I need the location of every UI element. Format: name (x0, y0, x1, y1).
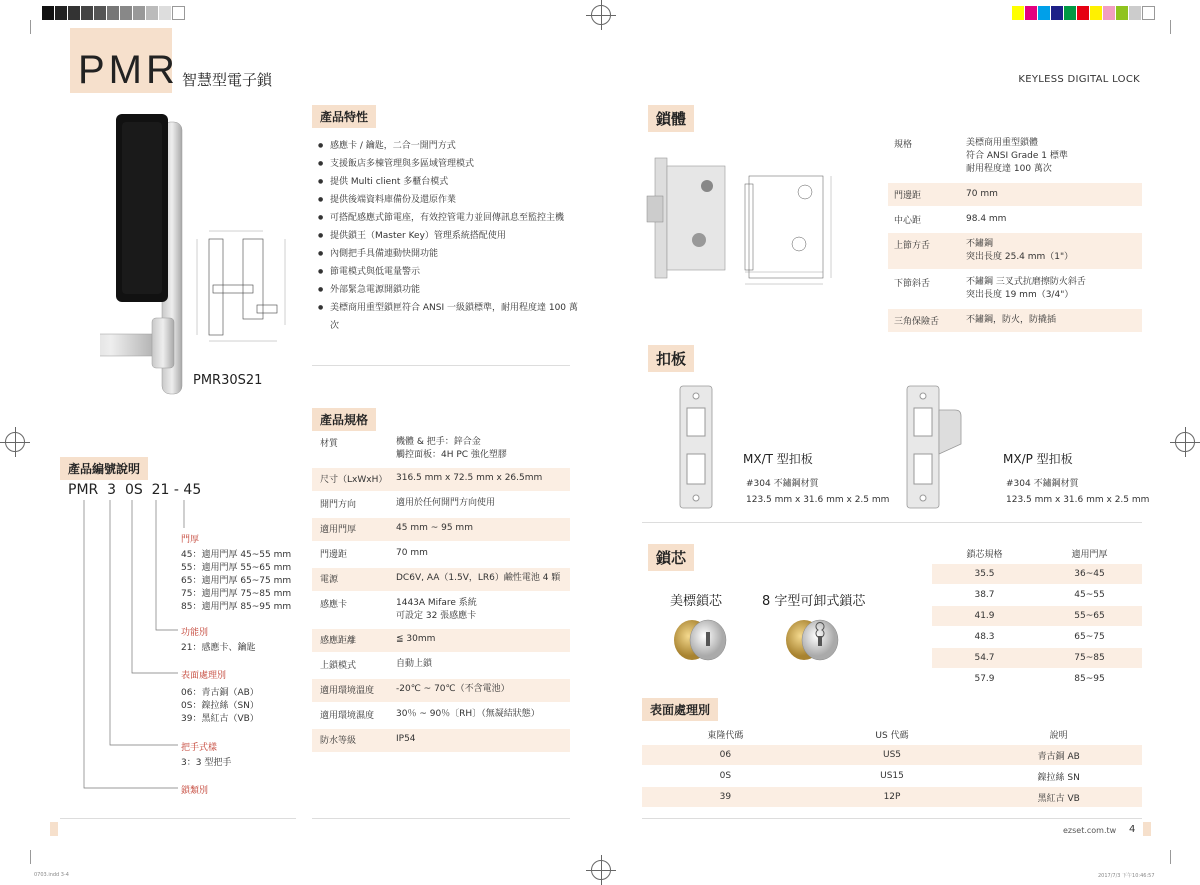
cell: 35.5 (974, 569, 995, 579)
column-header: 說明 (1049, 730, 1068, 741)
table-row (642, 787, 1142, 807)
lock-body-table (888, 132, 1142, 334)
spec-value: 316.5 mm x 72.5 mm x 26.5mm (396, 473, 543, 483)
page-tab (1143, 822, 1151, 836)
spec-row (312, 593, 570, 627)
column-header: US 代碼 (875, 730, 909, 741)
code-line: 39：黑紅古（VB） (181, 714, 259, 724)
spec-value: 機體 & 把手：鋅合金 觸控面板：4H PC 強化塑膠 (396, 437, 507, 460)
spec-value: ≦ 30mm (396, 634, 436, 644)
table-row (932, 669, 1142, 689)
code-line: 45：適用門厚 45~55 mm (181, 550, 292, 560)
spec-key: 尺寸（LxWxH） (320, 475, 388, 485)
spec-value: 70 mm (396, 548, 428, 558)
spec-value: DC6V, AA（1.5V，LR6）鹼性電池 4 顆 (396, 573, 561, 583)
strike-plate-name: MX/P 型扣板 (1003, 452, 1073, 466)
brand-subtitle: 智慧型電子鎖 (182, 71, 273, 89)
cell: 鎳拉絲 SN (1037, 772, 1080, 783)
crop-mark (1170, 20, 1171, 34)
spec-row (312, 493, 570, 516)
spec-key: 門邊距 (320, 550, 348, 560)
crop-mark (1170, 850, 1171, 864)
cell: US15 (880, 771, 904, 781)
lock-row (888, 233, 1142, 269)
spec-key: 材質 (320, 439, 339, 449)
features-title: 產品特性 (312, 105, 376, 128)
lock-key: 規格 (894, 140, 913, 150)
spec-value: 自動上鎖 (396, 659, 433, 669)
finish-title: 表面處理別 (642, 698, 718, 721)
dimension-drawing (195, 225, 300, 345)
finish-table (642, 724, 1142, 808)
file-meta: 0703.indd 3-4 (34, 872, 69, 878)
table-row (642, 745, 1142, 765)
lock-body-image (645, 148, 885, 293)
feature-item: ● 支援飯店多棟管理與多區域管理模式 (318, 155, 578, 173)
strike-plate-mxp-image (905, 384, 965, 512)
cell: 黑紅古 VB (1037, 793, 1080, 804)
spec-key: 感應距離 (320, 636, 357, 646)
spec-row (312, 679, 570, 702)
cylinder-table-header (932, 543, 1142, 563)
code-line: 85：適用門厚 85~95 mm (181, 602, 292, 612)
table-row (932, 585, 1142, 605)
spec-key: 開門方向 (320, 500, 357, 510)
divider (60, 818, 296, 819)
lock-value: 不鏽鋼，防火，防撬插 (966, 315, 1057, 325)
spec-row (312, 543, 570, 566)
divider (642, 818, 1142, 819)
table-row (642, 766, 1142, 786)
cell: 85~95 (1074, 674, 1105, 684)
lock-key: 上節方舌 (894, 241, 931, 251)
feature-item: ● 外部緊急電源開鎖功能 (318, 281, 578, 299)
spec-row (312, 432, 570, 466)
table-row (932, 648, 1142, 668)
spec-key: 適用環境濕度 (320, 711, 375, 721)
feature-item: ● 提供 Multi client 多櫃台模式 (318, 173, 578, 191)
finish-table-header (642, 724, 1142, 744)
feature-item: ● 提供後端資料庫備份及還原作業 (318, 191, 578, 209)
registration-bar-color (1012, 6, 1155, 20)
cell: 75~85 (1074, 653, 1105, 663)
spec-value: 30％ ~ 90％〔RH〕（無凝結狀態） (396, 709, 540, 719)
code-line: 75：適用門厚 75~85 mm (181, 589, 292, 599)
feature-item: ● 提供鎖王（Master Key）管理系統搭配使用 (318, 227, 578, 245)
spec-value: 適用於任何開門方向使用 (396, 498, 496, 508)
registration-bar-grey (42, 6, 185, 20)
lock-row (888, 271, 1142, 307)
lock-row (888, 309, 1142, 332)
lock-row (888, 208, 1142, 231)
strike-plate-mxt-image (678, 384, 718, 512)
specs-title: 產品規格 (312, 408, 376, 431)
code-line: 21：感應卡、鑰匙 (181, 643, 256, 653)
lock-row (888, 132, 1142, 181)
cell: 36~45 (1074, 569, 1105, 579)
page-number: 4 (1129, 824, 1136, 835)
code-line: 06：青古銅（AB） (181, 688, 259, 698)
spec-key: 適用環境溫度 (320, 686, 375, 696)
code-group-head: 功能別 (181, 628, 209, 638)
table-row (932, 606, 1142, 626)
cell: 55~65 (1074, 611, 1105, 621)
lock-value: 98.4 mm (966, 214, 1007, 224)
cell: 57.9 (974, 674, 995, 684)
code-group-head: 把手式樣 (181, 743, 218, 753)
spec-value: -20℃ ~ 70℃（不含電池） (396, 684, 510, 694)
strike-plate-name: MX/T 型扣板 (743, 452, 813, 466)
table-row (932, 564, 1142, 584)
spec-row (312, 468, 570, 491)
cell: 06 (719, 750, 732, 760)
cell: 65~75 (1074, 632, 1105, 642)
cylinder-type: 8 字型可卸式鎖芯 (762, 594, 866, 609)
cell: US5 (882, 750, 902, 760)
cell: 12P (883, 792, 901, 802)
code-group-head: 鎖類別 (181, 786, 209, 796)
feature-item: ● 可搭配感應式節電座，有效控管電力並回傳訊息至監控主機 (318, 209, 578, 227)
spec-row (312, 518, 570, 541)
cell: 0S (719, 771, 732, 781)
brand-title: PMR (78, 48, 179, 92)
spec-row (312, 704, 570, 727)
cell: 41.9 (974, 611, 995, 621)
lock-value: 不鏽鋼 三叉式抗磨擦防火斜舌 突出長度 19 mm（3/4"） (966, 277, 1086, 300)
code-line: 3：3 型把手 (181, 758, 232, 768)
product-model: PMR30S21 (193, 373, 263, 388)
crop-target-icon (0, 427, 30, 457)
cell: 54.7 (974, 653, 995, 663)
spec-row (312, 729, 570, 752)
spec-key: 電源 (320, 575, 339, 585)
cell: 45~55 (1074, 590, 1105, 600)
spec-value: IP54 (396, 734, 416, 744)
lock-key: 下節斜舌 (894, 279, 931, 289)
feature-item: ● 節電模式與低電量警示 (318, 263, 578, 281)
cell: 48.3 (974, 632, 995, 642)
divider (312, 365, 570, 366)
divider (312, 818, 570, 819)
lock-value: 70 mm (966, 189, 998, 199)
crop-mark (30, 20, 31, 34)
lock-key: 三角保險舌 (894, 317, 940, 327)
column-header: 鎖芯規格 (966, 549, 1003, 560)
spec-key: 上鎖模式 (320, 661, 357, 671)
spec-value: 45 mm ~ 95 mm (396, 523, 473, 533)
footer-site: ezset.com.tw (1063, 826, 1117, 835)
lock-key: 門邊距 (894, 191, 922, 201)
strike-plate-desc: #304 不鏽鋼材質 123.5 mm x 31.6 mm x 2.5 mm (746, 479, 890, 505)
crop-target-icon (586, 0, 616, 30)
feature-item: ● 感應卡 / 鑰匙，二合一開門方式 (318, 137, 578, 155)
spec-row (312, 568, 570, 591)
crop-target-icon (1170, 427, 1200, 457)
feature-item: ● 內側把手具備連動快開功能 (318, 245, 578, 263)
crop-mark (30, 850, 31, 864)
code-line: 0S：鎳拉絲（SN） (181, 701, 259, 711)
code-line: 65：適用門厚 65~75 mm (181, 576, 292, 586)
divider (642, 522, 1142, 523)
model-code-leader-lines (78, 498, 188, 798)
strike-plate-desc: #304 不鏽鋼材質 123.5 mm x 31.6 mm x 2.5 mm (1006, 479, 1150, 505)
spec-value: 1443A Mifare 系統 可設定 32 張感應卡 (396, 598, 477, 621)
mortise-cylinder-image (670, 614, 730, 666)
lock-body-title: 鎖體 (648, 105, 694, 132)
cell: 38.7 (974, 590, 995, 600)
cell: 青古銅 AB (1037, 751, 1080, 762)
page-tab (50, 822, 58, 836)
code-line: 55：適用門厚 55~65 mm (181, 563, 292, 573)
header-right-title: KEYLESS DIGITAL LOCK (1018, 74, 1140, 85)
lock-value: 不鏽鋼 突出長度 25.4 mm（1"） (966, 239, 1074, 262)
cylinder-title: 鎖芯 (648, 544, 694, 571)
table-row (932, 627, 1142, 647)
feature-list (318, 137, 578, 335)
spec-key: 適用門厚 (320, 525, 357, 535)
spec-row (312, 629, 570, 652)
lock-value: 美標商用重型鎖體 符合 ANSI Grade 1 標準 耐用程度達 100 萬次 (966, 138, 1068, 174)
date-meta: 2017/7/3 下午10:46:57 (1098, 873, 1155, 879)
crop-target-icon (586, 855, 616, 885)
spec-row (312, 654, 570, 677)
model-code: PMR 3 0S 21 - 45 (68, 482, 202, 498)
removable-cylinder-image (782, 614, 842, 666)
code-group-head: 表面處理別 (181, 671, 227, 681)
feature-item: ● 美標商用重型鎖匣符合 ANSI 一級鎖標準，耐用程度達 100 萬次 (318, 299, 578, 335)
model-code-title: 產品編號說明 (60, 457, 148, 480)
cell: 39 (719, 792, 732, 802)
lock-key: 中心距 (894, 216, 922, 226)
spec-key: 防水等級 (320, 736, 357, 746)
cylinder-table (932, 543, 1142, 690)
column-header: 東隆代碼 (707, 730, 744, 741)
lock-row (888, 183, 1142, 206)
cylinder-type: 美標鎖芯 (670, 594, 723, 609)
strike-plate-title: 扣板 (648, 345, 694, 372)
column-header: 適用門厚 (1071, 549, 1108, 560)
code-group-head: 門厚 (181, 535, 200, 545)
spec-key: 感應卡 (320, 600, 348, 610)
spec-table (312, 432, 570, 754)
